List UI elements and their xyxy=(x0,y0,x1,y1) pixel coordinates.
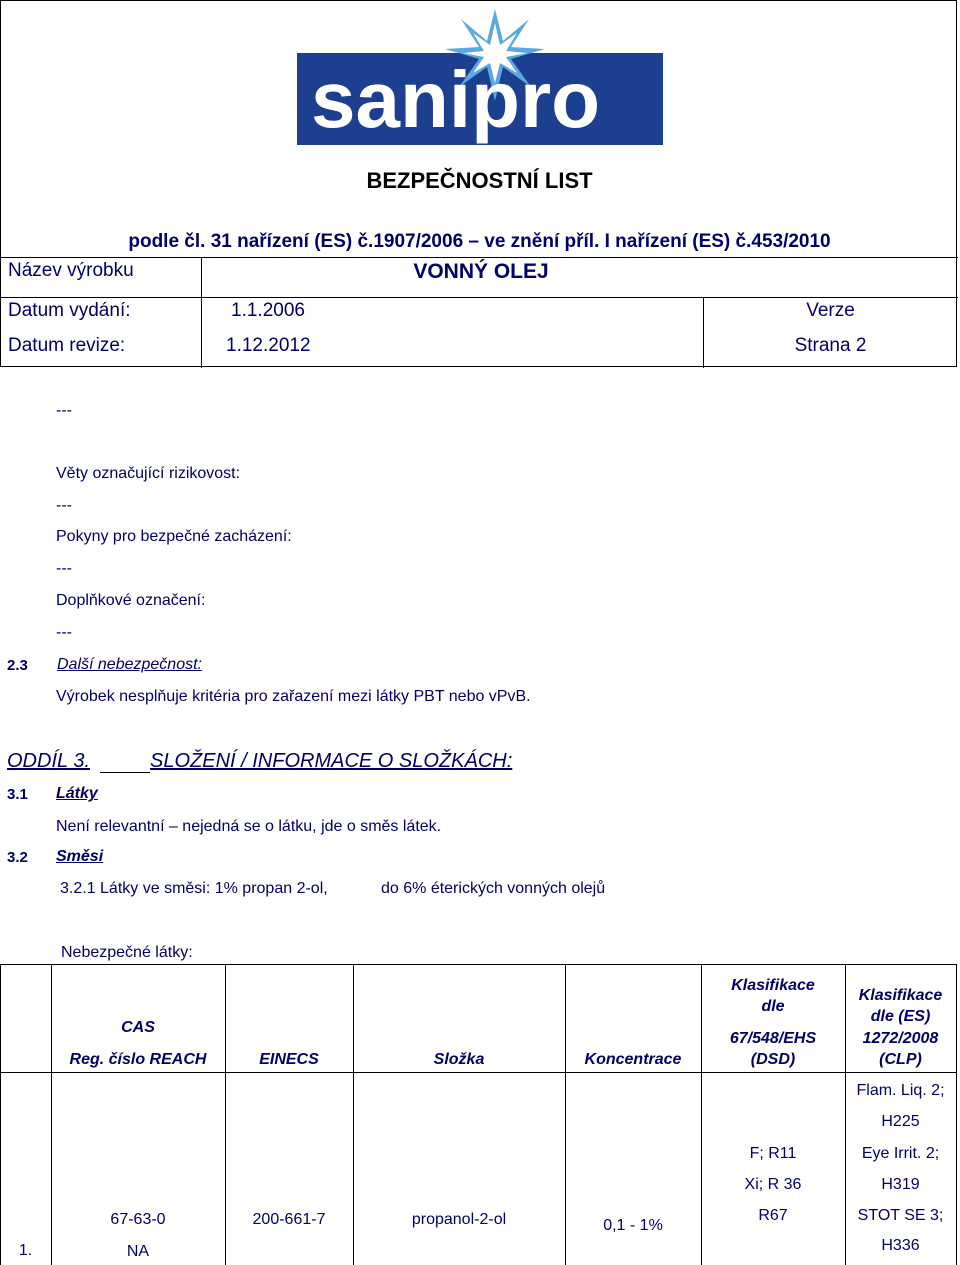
mixture-composition: 3.2.1 Látky ve směsi: 1% propan 2-ol, xyxy=(60,880,328,897)
header-component: Složka xyxy=(433,1051,485,1068)
header-clp: dle (ES) xyxy=(870,1008,931,1025)
subsection-number: 3.2 xyxy=(7,849,28,866)
table-border xyxy=(0,964,957,965)
risk-phrases-label: Věty označující rizikovost: xyxy=(56,465,241,482)
document-title: BEZPEČNOSTNÍ LIST xyxy=(366,168,593,193)
cell-dsd: F; R11 xyxy=(749,1145,797,1162)
issue-date-label: Datum vydání: xyxy=(8,300,131,321)
subsection-title: Směsi xyxy=(56,848,104,865)
cell-einecs: 200-661-7 xyxy=(252,1211,326,1228)
title-underline xyxy=(100,772,150,773)
revision-date: 1.12.2012 xyxy=(226,335,311,356)
cell-clp: H336 xyxy=(881,1237,920,1254)
header-reach: Reg. číslo REACH xyxy=(69,1051,207,1068)
placeholder-dash: --- xyxy=(56,497,72,514)
cell-dsd: Xi; R 36 xyxy=(744,1176,802,1193)
cell-dsd: R67 xyxy=(758,1207,788,1224)
header-clp: (CLP) xyxy=(879,1051,922,1068)
header-divider xyxy=(1,297,958,298)
header-clp: Klasifikace xyxy=(858,987,943,1004)
cell-clp: Eye Irrit. 2; xyxy=(861,1145,940,1162)
header-einecs: EINECS xyxy=(259,1051,319,1068)
placeholder-dash: --- xyxy=(56,560,72,577)
header-dsd: dle xyxy=(761,998,785,1015)
header-concentration: Koncentrace xyxy=(584,1051,682,1068)
header-dsd: 67/548/EHS xyxy=(729,1030,817,1047)
placeholder-dash: --- xyxy=(56,402,72,419)
subsection-number: 3.1 xyxy=(7,786,28,803)
hazardous-substances-label: Nebezpečné látky: xyxy=(61,944,193,961)
header-cas: CAS xyxy=(121,1019,155,1036)
subsection-title: Látky xyxy=(56,785,98,802)
cell-clp: H319 xyxy=(881,1176,920,1193)
section-text: Výrobek nesplňuje kritéria pro zařazení mezi látky PBT nebo vPvB. xyxy=(56,688,531,705)
cell-clp: Flam. Liq. 2; xyxy=(856,1082,945,1099)
row-index: 1. xyxy=(18,1242,33,1259)
section-number: 2.3 xyxy=(7,657,28,674)
regulation-reference: podle čl. 31 nařízení (ES) č.1907/2006 – ve znění příl. I nařízení (ES) č.453/2010 xyxy=(128,231,831,252)
header-dsd: Klasifikace xyxy=(731,977,815,994)
header-clp: 1272/2008 xyxy=(862,1030,939,1047)
section-3-label: ODDÍL 3. xyxy=(7,750,90,772)
cell-reach: NA xyxy=(126,1243,150,1260)
revision-date-label: Datum revize: xyxy=(8,335,126,356)
version-label: Verze xyxy=(806,300,855,321)
cell-clp: STOT SE 3; xyxy=(857,1207,944,1224)
logo-wordmark: sanipro xyxy=(311,55,600,144)
header-dsd: (DSD) xyxy=(750,1051,796,1068)
placeholder-dash: --- xyxy=(56,624,72,641)
cell-cas: 67-63-0 xyxy=(110,1211,166,1228)
section-3-title: SLOŽENÍ / INFORMACE O SLOŽKÁCH: xyxy=(150,750,513,772)
product-label: Název výrobku xyxy=(8,260,134,281)
sanipro-logo xyxy=(297,9,663,145)
subsection-text: Není relevantní – nejedná se o látku, jde o směs látek. xyxy=(56,818,442,835)
table-border xyxy=(0,1072,957,1073)
cell-component: propanol-2-ol xyxy=(411,1211,507,1228)
safety-phrases-label: Pokyny pro bezpečné zacházení: xyxy=(56,528,292,545)
header-divider xyxy=(1,257,958,258)
cell-clp: H225 xyxy=(881,1113,920,1130)
issue-date: 1.1.2006 xyxy=(231,300,305,321)
mixture-composition-oils: do 6% éterických vonných olejů xyxy=(381,880,606,897)
document-header xyxy=(0,0,957,367)
table-border xyxy=(956,964,957,1265)
product-name: VONNÝ OLEJ xyxy=(413,260,549,283)
section-title: Další nebezpečnost: xyxy=(57,656,202,673)
table-border xyxy=(0,964,1,1265)
page-number: Strana 2 xyxy=(794,335,867,356)
supplementary-label: Doplňkové označení: xyxy=(56,592,206,609)
cell-concentration: 0,1 - 1% xyxy=(603,1217,663,1234)
